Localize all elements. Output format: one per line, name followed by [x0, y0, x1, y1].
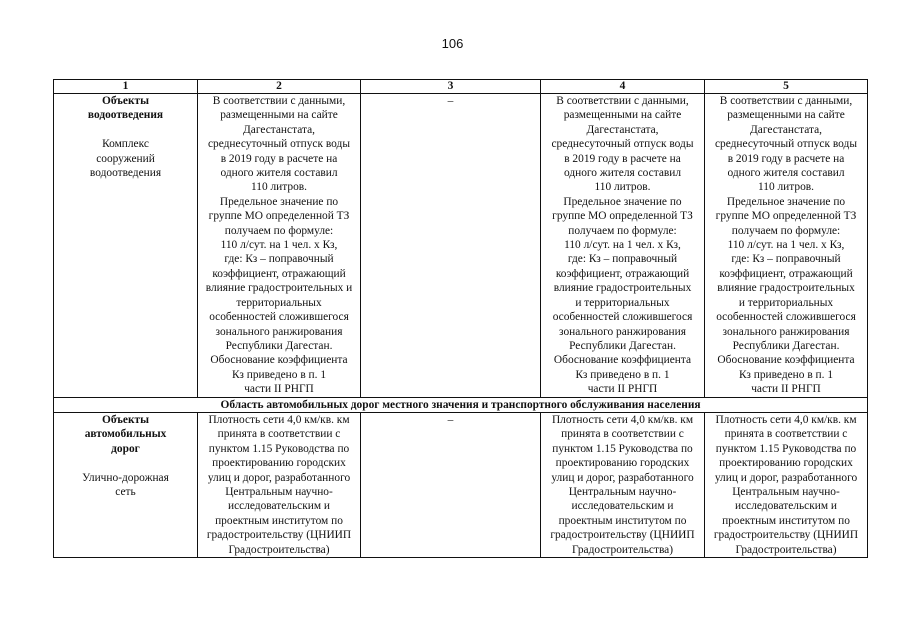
object-subtitle-line: Улично-дорожная	[82, 471, 169, 484]
text-line: градостроительству (ЦНИИП	[206, 529, 352, 542]
object-subtitle-line: сооружений	[96, 152, 155, 165]
text-line: получаем по формуле:	[731, 224, 841, 237]
norm-text-cell	[541, 412, 705, 557]
text-line: зонального ранжирования	[722, 325, 850, 338]
text-line: пунктом 1.15 Руководства по	[552, 442, 693, 455]
text-line: влияние градостроительных	[553, 282, 692, 295]
text-line: проектным институтом по	[558, 514, 687, 527]
text-line: влияние градостроительных	[717, 282, 855, 295]
text-line: среднесуточный отпуск воды	[714, 138, 857, 151]
text-line: Дагестанстата,	[750, 123, 822, 136]
text-line: части II РНГП	[587, 383, 658, 396]
text-line: пунктом 1.15 Руководства по	[715, 442, 857, 455]
text-line: В соответствии с данными,	[556, 95, 689, 107]
text-line: Плотность сети 4,0 км/кв. км	[715, 413, 857, 426]
text-line: улиц и дорог, разработанного	[207, 471, 351, 484]
text-line: получаем по формуле:	[568, 224, 677, 237]
text-line: где: Кз – поправочный	[567, 253, 678, 266]
text-line: исследовательским и	[227, 500, 331, 513]
text-line: группе МО определенной ТЗ	[208, 210, 350, 223]
header-cell-1: 1	[54, 80, 198, 94]
header-cell-4: 4	[541, 80, 705, 94]
norm-text-cell	[541, 94, 705, 398]
text-line: группе МО определенной ТЗ	[552, 210, 693, 223]
text-line: Плотность сети 4,0 км/кв. км	[551, 413, 694, 426]
text-line: одного жителя составил	[563, 167, 682, 180]
text-line: Республики Дагестан.	[569, 339, 676, 352]
text-line: Кз приведено в п. 1	[738, 368, 834, 381]
text-line: проектным институтом по	[722, 514, 850, 527]
text-line: Градостроительства)	[228, 543, 330, 556]
text-line: Центральным научно-	[732, 485, 840, 498]
text-line: Предельное значение по	[219, 195, 339, 208]
object-subtitle-line: водоотведения	[89, 167, 162, 180]
text-line: Центральным научно-	[568, 485, 677, 498]
header-cell-2: 2	[198, 80, 361, 94]
dash-cell: –	[361, 94, 541, 398]
text-line: Градостроительства)	[571, 543, 674, 556]
text-line: где: Кз – поправочный	[731, 253, 841, 266]
object-title-line: автомобильных	[84, 428, 167, 441]
text-line: особенностей сложившегося	[552, 311, 693, 324]
header-cell-5: 5	[705, 80, 868, 94]
text-line: особенностей сложившегося	[209, 311, 349, 324]
text-line: градостроительству (ЦНИИП	[713, 529, 859, 542]
page-number: 106	[441, 36, 464, 51]
text-line: исследовательским и	[571, 500, 674, 513]
text-line: проектированию городских	[555, 457, 690, 470]
text-line: Дагестанстата,	[243, 123, 315, 136]
text-line: исследовательским и	[734, 500, 838, 513]
text-line: В соответствии с данными,	[212, 95, 346, 107]
object-title-line: Объекты	[101, 413, 150, 426]
text-line: размещенными на сайте	[727, 109, 845, 122]
header-cell-3: 3	[361, 80, 541, 94]
section-title: Область автомобильных дорог местного значения и транспортного обслуживания населения	[54, 397, 868, 412]
object-subtitle-line: сеть	[115, 485, 136, 498]
object-subtitle-line: Комплекс	[102, 138, 149, 151]
section-row	[54, 397, 868, 412]
text-line: Кз приведено в п. 1	[231, 368, 327, 381]
text-line: Предельное значение по	[726, 195, 846, 208]
table-header-row	[54, 80, 868, 94]
text-line: 110 л/сут. на 1 чел. х Кз,	[220, 239, 338, 252]
object-title-line: дорог	[111, 442, 140, 455]
text-line: пунктом 1.15 Руководства по	[208, 442, 350, 455]
text-line: в 2019 году в расчете на	[220, 152, 338, 165]
text-line: в 2019 году в расчете на	[727, 152, 845, 165]
text-line: улиц и дорог, разработанного	[551, 471, 694, 484]
text-line: размещенными на сайте	[220, 109, 338, 122]
text-line: В соответствии с данными,	[719, 95, 853, 107]
text-line: принята в соответствии с	[724, 428, 848, 441]
text-line: Обоснование коэффициента	[210, 354, 348, 367]
text-line: группе МО определенной ТЗ	[715, 210, 857, 223]
text-line: особенностей сложившегося	[716, 311, 856, 324]
text-line: размещенными на сайте	[563, 109, 682, 122]
text-line: территориальных	[236, 296, 322, 309]
text-line: Предельное значение по	[563, 195, 682, 208]
norms-table	[53, 79, 868, 558]
text-line: принята в соответствии с	[561, 428, 684, 441]
text-line: Градостроительства)	[735, 543, 837, 556]
text-line: коэффициент, отражающий	[719, 267, 853, 280]
text-line: коэффициент, отражающий	[212, 267, 346, 280]
text-line: одного жителя составил	[220, 167, 338, 180]
text-line: влияние градостроительных и	[205, 282, 353, 295]
text-line: проектированию городских	[212, 457, 346, 470]
text-line: получаем по формуле:	[224, 224, 334, 237]
text-line: Центральным научно-	[225, 485, 333, 498]
table-row-roads	[54, 412, 868, 557]
text-line: принята в соответствии с	[217, 428, 341, 441]
text-line: коэффициент, отражающий	[555, 267, 690, 280]
norm-text-cell	[198, 94, 361, 398]
norm-text-cell	[705, 94, 868, 398]
dash-cell: –	[361, 412, 541, 557]
object-title-line: Объекты	[101, 95, 150, 107]
text-line: проектированию городских	[719, 457, 853, 470]
text-line: зонального ранжирования	[559, 325, 686, 338]
text-line: среднесуточный отпуск воды	[207, 138, 350, 151]
text-line: среднесуточный отпуск воды	[551, 138, 694, 151]
text-line: Плотность сети 4,0 км/кв. км	[208, 413, 350, 426]
text-line: проектным институтом по	[215, 514, 343, 527]
norm-text-cell	[198, 412, 361, 557]
text-line: Кз приведено в п. 1	[575, 368, 670, 381]
text-line: части II РНГП	[244, 383, 314, 396]
object-title-line: водоотведения	[87, 109, 164, 122]
norm-text-cell	[705, 412, 868, 557]
text-line: в 2019 году в расчете на	[564, 152, 681, 165]
text-line: и территориальных	[738, 296, 834, 309]
page-crop-edge	[0, 632, 905, 640]
text-line: Республики Дагестан.	[732, 339, 840, 352]
table-row-wastewater	[54, 94, 868, 398]
text-line: градостроительству (ЦНИИП	[550, 529, 695, 542]
text-line: 110 л/сут. на 1 чел. х Кз,	[727, 239, 845, 252]
text-line: зонального ранжирования	[215, 325, 343, 338]
text-line: Обоснование коэффициента	[717, 354, 855, 367]
object-cell	[54, 94, 198, 398]
text-line: 110 литров.	[594, 181, 651, 194]
text-line: Дагестанстата,	[586, 123, 659, 136]
text-line: 110 литров.	[757, 181, 815, 194]
text-line: Республики Дагестан.	[225, 339, 333, 352]
text-line: 110 литров.	[250, 181, 308, 194]
text-line: 110 л/сут. на 1 чел. х Кз,	[564, 239, 681, 252]
text-line: и территориальных	[575, 296, 670, 309]
object-cell	[54, 412, 198, 557]
text-line: части II РНГП	[751, 383, 821, 396]
text-line: где: Кз – поправочный	[224, 253, 334, 266]
text-line: улиц и дорог, разработанного	[714, 471, 858, 484]
text-line: Обоснование коэффициента	[553, 354, 692, 367]
text-line: одного жителя составил	[727, 167, 845, 180]
